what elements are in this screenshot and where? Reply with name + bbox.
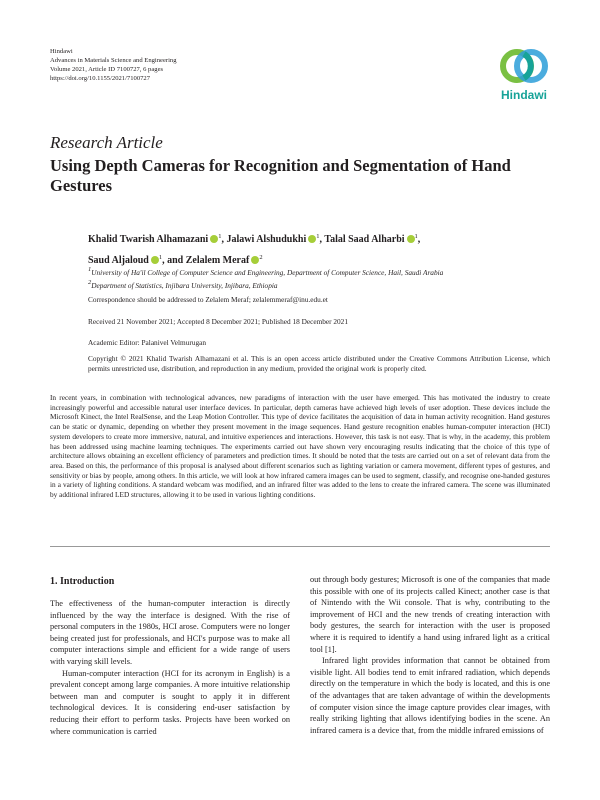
journal-volume: Volume 2021, Article ID 7100727, 6 pages xyxy=(50,66,164,73)
author-name[interactable]: Khalid Twarish Alhamazani xyxy=(88,234,209,245)
section-heading: 1. Introduction xyxy=(50,576,115,587)
affiliation-item xyxy=(88,265,550,278)
affiliation-number: 1 xyxy=(88,266,92,273)
article-dates: Received 21 November 2021; Accepted 8 December 2021; Published 18 December 2021 xyxy=(88,317,348,326)
academic-editor: Academic Editor: Palanivel Velmurugan xyxy=(88,338,207,347)
hindawi-logo-icon xyxy=(497,46,551,86)
article-type: Research Article xyxy=(50,133,163,152)
body-column-left xyxy=(50,598,290,737)
orcid-icon[interactable] xyxy=(151,256,159,264)
affiliations xyxy=(88,265,550,290)
correspondence: Correspondence should be addressed to Zelalem Meraf; zelalemmeraf@inu.edu.et xyxy=(88,295,328,304)
copyright-notice: Copyright © 2021 Khalid Twarish Alhamazani et al. This is an open access article distributed under the Creative Commons Attribution License, which permits unrestricted use, distribution, and reproduction in any medium, provided the original work is properly cited. xyxy=(88,354,550,373)
affiliation-item xyxy=(88,278,550,291)
author-name[interactable]: Zelalem Meraf xyxy=(185,255,250,266)
orcid-icon[interactable] xyxy=(407,235,415,243)
affiliation-text: Department of Statistics, Injibara University, Injibara, Ethiopia xyxy=(91,280,278,290)
author-affiliation-number: 1 xyxy=(316,233,320,240)
affiliation-text: University of Ha'il College of Computer Science and Engineering, Department of Computer Science, Hail, Saudi Arabia xyxy=(91,268,444,277)
abstract: In recent years, in combination with technological advances, new paradigms of interaction with the user have emerged. This has motivated the industry to create increasingly powerful and accessible natural user interface devices. In particular, depth cameras have achieved high levels of user adoption. These devices include the Microsoft Kinect, the Intel RealSense, and the Leap Motion Controller. This type of device facilitates the acquisition of data in human activity recognition. Hand gestures can be static or dynamic, depending on whether they present movement in the image sequences. Hand gesture recognition enables human-computer interaction (HCI) system developers to create more immersive, natural, and intuitive experiences and interactions. However, this task is not easy. That is why, in the academy, this problem has been addressed using machine learning techniques. The experiments carried out have shown very encouraging results indicating that the choice of this type of architecture allows obtaining an excellent efficiency of parameters and prediction times. It should be noted that the tests are carried out on a set of relevant data from the area. Based on this, the performance of this proposal is analysed about different scenarios such as lighting variation or camera movement, different types of gestures, and sensitivity or bias by people, among others. In this article, we will look at how infrared camera images can be used to segment, classify, and recognise one-handed gestures in a variety of lighting conditions. A standard webcam was modified, and an infrared filter was added to the lens to create the infrared camera. The scene was illuminated by additional infrared LED structures, allowing it to be used in various lighting conditions. xyxy=(50,393,550,500)
journal-name: Advances in Materials Science and Engineering xyxy=(50,57,177,64)
body-paragraph: Infrared light provides information that cannot be obtained from visible light. All bodies tend to emit infrared radiation, which depends directly on the temperature in which the body is located, and this is one of the advantages that are taken advantage of within the developments of computer vision since the image capture provides clear images, with really striking lighting that allows identifying bodies in the scene. An infrared camera is a device that, from the middle infrared emissions of xyxy=(310,656,550,735)
author-name[interactable]: Saud Aljaloud xyxy=(88,255,149,266)
journal-publisher: Hindawi xyxy=(50,48,73,55)
author-name[interactable]: Jalawi Alshudukhi xyxy=(226,234,307,245)
affiliation-number: 2 xyxy=(88,278,92,286)
author-list: Khalid Twarish Alhamazani $^1$, Jalawi Alshudukhi $^1$, Talal Saad Alharbi $^1$, Saud Aljaloud $^1$, and Zelalem Meraf $^2$ xyxy=(88,233,421,266)
journal-doi-link[interactable]: https://doi.org/10.1155/2021/7100727 xyxy=(50,75,151,82)
hindawi-logo xyxy=(497,46,551,106)
body-paragraph: Human-computer interaction (HCI for its acronym in English) is a prevalent concept among large companies. A more intuitive relationship between man and computer is sought to apply it in different technological devices. It is considering end-user satisfaction by reducing their effort to perform tasks. Projects have been worked on where communication is carried xyxy=(50,668,290,736)
author-conjunction: and xyxy=(167,255,184,266)
author-name[interactable]: Talal Saad Alharbi xyxy=(324,234,405,245)
body-paragraph: out through body gestures; Microsoft is one of the companies that made this possible with one of its projects called Kinect; another case is that of Nintendo with the Wii console. That is why, contributing to the improvement of HCI and the new trends of creating interaction with body gestures, the search for interaction with the user is proposed where it is required to identify a hand using infrared light as a critical tool [1]. xyxy=(310,575,550,654)
author-affiliation-number: 1 xyxy=(414,233,418,240)
hindawi-logo-text: Hindawi xyxy=(500,88,547,102)
body-column-right xyxy=(310,574,550,736)
author-affiliation-number: 1 xyxy=(158,254,163,261)
journal-info xyxy=(50,47,177,83)
author-affiliation-number: 2 xyxy=(259,254,263,261)
body-paragraph: The effectiveness of the human-computer interaction is directly influenced by the way the interface is designed. With the rise of personal computers in the 1980s, HCI arose. Computers were no longer being created just for professionals, and HCI's purpose was to make all computer interactions simple and efficient for a wide range of users with varying skill levels. xyxy=(50,599,290,666)
article-title: Using Depth Cameras for Recognition and Segmentation of Hand Gestures xyxy=(50,156,511,195)
section-divider xyxy=(50,546,550,547)
author-affiliation-number: 1 xyxy=(218,233,222,240)
